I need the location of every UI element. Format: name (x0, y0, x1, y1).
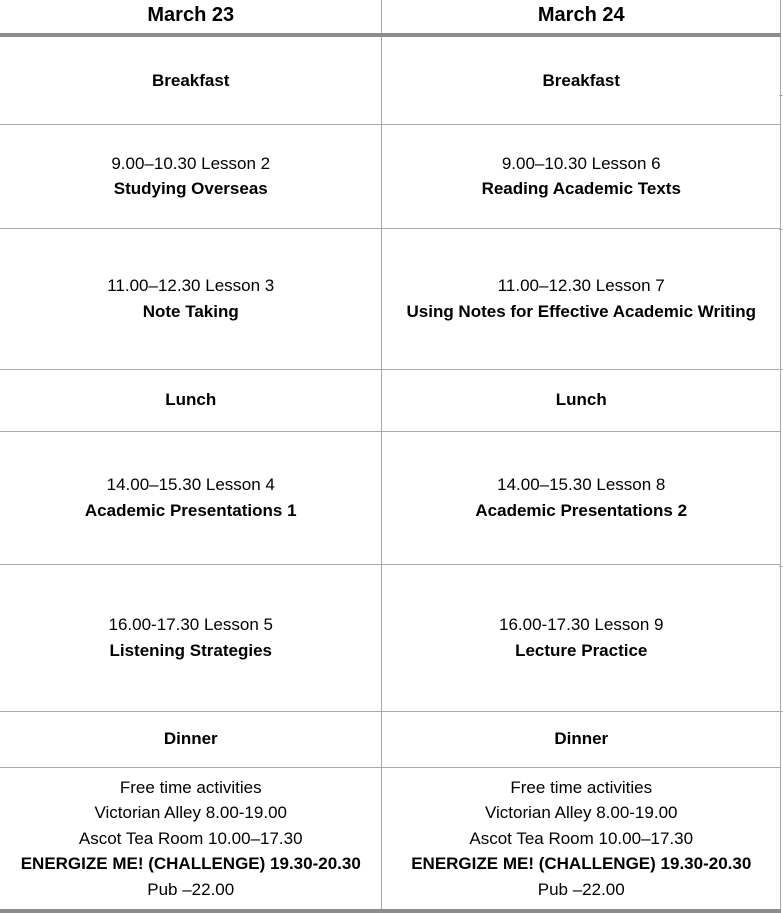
activity-ascot-tea-room: Ascot Tea Room 10.00–17.30 (469, 828, 694, 848)
activity-victorian-alley: Victorian Alley 8.00-19.00 (485, 803, 678, 822)
activity-energize-me: ENERGIZE ME! (CHALLENGE) 19.30-20.30 (411, 854, 752, 873)
lesson-title: Academic Presentations 2 (475, 500, 688, 520)
date-header-row (0, 0, 781, 35)
lesson-title: Studying Overseas (113, 179, 268, 198)
breakfast-cell-day2: Breakfast (382, 35, 781, 124)
lunch-cell-day1: Lunch (0, 369, 382, 431)
lesson-cell-day2-lesson9 (382, 564, 781, 711)
table-edge-tick (779, 566, 783, 567)
breakfast-cell-day1: Breakfast (0, 35, 382, 124)
lesson-cell-day1-lesson3 (0, 228, 382, 369)
lesson-time: 11.00–12.30 Lesson 7 (497, 276, 665, 295)
lesson-time: 16.00-17.30 Lesson 5 (108, 615, 273, 634)
lesson-cell-day2-lesson7 (382, 228, 781, 369)
lunch-row (0, 369, 781, 431)
lesson-title: Academic Presentations 1 (84, 500, 297, 520)
lesson-cell-day1-lesson2 (0, 124, 382, 228)
table-edge-tick (779, 369, 783, 370)
lesson-time: 14.00–15.30 Lesson 4 (106, 475, 275, 494)
lesson-row-afternoon-1 (0, 431, 781, 564)
lesson-title: Lecture Practice (515, 640, 648, 660)
lesson-cell-day1-lesson4 (0, 431, 382, 564)
free-time-row (0, 767, 781, 911)
free-time-heading: Free time activities (119, 777, 262, 797)
date-header-march-23: March 23 (0, 0, 382, 35)
lesson-time: 14.00–15.30 Lesson 8 (497, 475, 666, 494)
lesson-cell-day2-lesson8 (382, 431, 781, 564)
breakfast-row (0, 35, 781, 124)
lesson-title: Listening Strategies (109, 640, 272, 660)
dinner-cell-day1: Dinner (0, 711, 382, 767)
date-header-march-24: March 24 (382, 0, 781, 35)
lesson-time: 9.00–10.30 Lesson 6 (501, 153, 661, 173)
free-time-heading: Free time activities (510, 777, 653, 797)
free-time-cell-day2 (382, 767, 781, 911)
lesson-row-morning-1 (0, 124, 781, 228)
activity-energize-me: ENERGIZE ME! (CHALLENGE) 19.30-20.30 (20, 854, 361, 873)
lesson-time: 16.00-17.30 Lesson 9 (499, 615, 664, 634)
activity-pub: Pub –22.00 (537, 879, 625, 899)
lesson-row-morning-2 (0, 228, 781, 369)
activity-ascot-tea-room: Ascot Tea Room 10.00–17.30 (78, 828, 303, 848)
lesson-title: Reading Academic Texts (481, 179, 681, 198)
lesson-time: 11.00–12.30 Lesson 3 (107, 276, 275, 295)
activity-victorian-alley: Victorian Alley 8.00-19.00 (94, 803, 287, 822)
lesson-cell-day1-lesson5 (0, 564, 382, 711)
lesson-title: Note Taking (142, 301, 239, 321)
table-edge-tick (779, 95, 783, 96)
lunch-cell-day2: Lunch (382, 369, 781, 431)
lesson-row-afternoon-2 (0, 564, 781, 711)
lesson-title: Using Notes for Effective Academic Writing (406, 301, 756, 321)
dinner-row (0, 711, 781, 767)
dinner-cell-day2: Dinner (382, 711, 781, 767)
table-edge-tick (779, 229, 783, 230)
activity-pub: Pub –22.00 (147, 879, 235, 899)
free-time-cell-day1 (0, 767, 382, 911)
lesson-time: 9.00–10.30 Lesson 2 (111, 153, 271, 173)
table-edge-tick (779, 711, 783, 712)
lesson-cell-day2-lesson6 (382, 124, 781, 228)
